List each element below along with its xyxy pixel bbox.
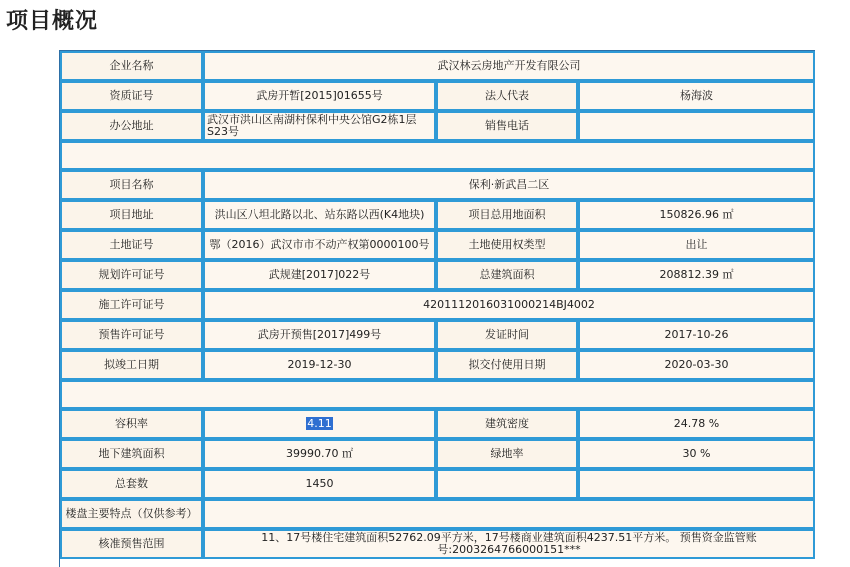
page-title: 项目概况 xyxy=(6,9,99,34)
table-row xyxy=(60,81,815,111)
separator-cell xyxy=(60,380,815,409)
construction-permit-label: 施工许可证号 xyxy=(60,290,203,320)
table-row xyxy=(60,320,815,350)
table-row xyxy=(60,499,815,529)
features-value xyxy=(203,499,815,529)
presale-scope-value: 11、17号楼住宅建筑面积52762.09平方米，17号楼商业建筑面积4237.51平方米。 预售资金监管账号:2003264766000151*** xyxy=(203,529,815,559)
underground-area-value: 39990.70 ㎡ xyxy=(203,439,436,469)
presale-permit-value: 武房开预售[2017]499号 xyxy=(203,320,436,350)
underground-area-label: 地下建筑面积 xyxy=(60,439,203,469)
project-overview-table xyxy=(59,50,815,567)
table-row xyxy=(60,200,815,230)
office-address-label: 办公地址 xyxy=(60,111,203,141)
table-row xyxy=(60,290,815,320)
table-row xyxy=(60,350,815,380)
empty-cell xyxy=(578,469,815,499)
project-address-label: 项目地址 xyxy=(60,200,203,230)
construction-permit-value: 4201112016031000214BJ4002 xyxy=(203,290,815,320)
land-use-type-label: 土地使用权类型 xyxy=(436,230,578,260)
land-area-value: 150826.96 ㎡ xyxy=(578,200,815,230)
separator-cell xyxy=(60,141,815,170)
separator-row xyxy=(60,141,815,170)
sales-phone-label: 销售电话 xyxy=(436,111,578,141)
land-area-label: 项目总用地面积 xyxy=(436,200,578,230)
presale-scope-label: 核准预售范围 xyxy=(60,529,203,559)
table-row xyxy=(60,230,815,260)
separator-row xyxy=(60,380,815,409)
building-density-value: 24.78 % xyxy=(578,409,815,439)
plan-permit-label: 规划许可证号 xyxy=(60,260,203,290)
office-address-value: 武汉市洪山区南湖村保利中央公馆G2栋1层S23号 xyxy=(203,111,436,141)
issue-date-label: 发证时间 xyxy=(436,320,578,350)
building-density-label: 建筑密度 xyxy=(436,409,578,439)
table-row xyxy=(60,51,815,81)
green-ratio-label: 绿地率 xyxy=(436,439,578,469)
completion-date-label: 拟竣工日期 xyxy=(60,350,203,380)
plan-permit-value: 武规建[2017]022号 xyxy=(203,260,436,290)
table-row xyxy=(60,260,815,290)
table-row xyxy=(60,439,815,469)
completion-date-value: 2019-12-30 xyxy=(203,350,436,380)
land-cert-label: 土地证号 xyxy=(60,230,203,260)
legal-rep-value: 杨海波 xyxy=(578,81,815,111)
project-name-value: 保利·新武昌二区 xyxy=(203,170,815,200)
floor-area-ratio-label: 容积率 xyxy=(60,409,203,439)
table-row xyxy=(60,469,815,499)
presale-permit-label: 预售许可证号 xyxy=(60,320,203,350)
cert-value: 武房开暂[2015]01655号 xyxy=(203,81,436,111)
table-row xyxy=(60,529,815,559)
delivery-date-label: 拟交付使用日期 xyxy=(436,350,578,380)
floor-area-ratio-value[interactable]: 4.11 xyxy=(307,417,332,430)
company-name-value: 武汉林云房地产开发有限公司 xyxy=(203,51,815,81)
project-name-label: 项目名称 xyxy=(60,170,203,200)
legal-rep-label: 法人代表 xyxy=(436,81,578,111)
total-units-value: 1450 xyxy=(203,469,436,499)
delivery-date-value: 2020-03-30 xyxy=(578,350,815,380)
table-row xyxy=(60,111,815,141)
company-name-label: 企业名称 xyxy=(60,51,203,81)
cert-label: 资质证号 xyxy=(60,81,203,111)
total-build-area-label: 总建筑面积 xyxy=(436,260,578,290)
table-row xyxy=(60,409,815,439)
land-cert-value: 鄂（2016）武汉市市不动产权第0000100号 xyxy=(203,230,436,260)
issue-date-value: 2017-10-26 xyxy=(578,320,815,350)
sales-phone-value xyxy=(578,111,815,141)
green-ratio-value: 30 % xyxy=(578,439,815,469)
empty-cell xyxy=(436,469,578,499)
total-build-area-value: 208812.39 ㎡ xyxy=(578,260,815,290)
table-row xyxy=(60,170,815,200)
project-address-value: 洪山区八坦北路以北、站东路以西(K4地块) xyxy=(203,200,436,230)
features-label: 楼盘主要特点（仅供参考） xyxy=(60,499,203,529)
land-use-type-value: 出让 xyxy=(578,230,815,260)
total-units-label: 总套数 xyxy=(60,469,203,499)
floor-area-ratio-cell xyxy=(203,409,436,439)
